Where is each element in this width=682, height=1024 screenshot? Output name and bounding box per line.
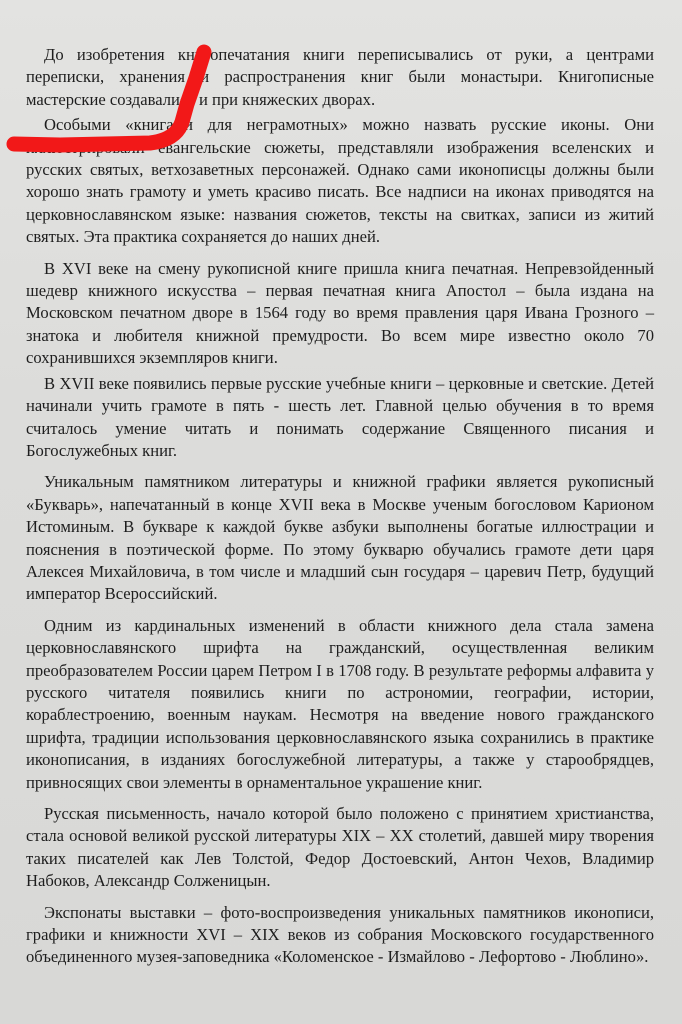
paragraph-5: Уникальным памятником литературы и книжной графики является рукописный «Букварь», напечатанный в конце XVII века в Москве ученым богословом Карионом Истоминым. В букваре к каждой букве азбуки выполнены богатые иллюстрации и пояснения в поэтической форме. По этому букварю обучались грамоте дети царя Алексея Михайловича, в том числе и младший сын государя – царевич Петр, будущий император Всероссийский. — [26, 472, 654, 604]
paragraph-4: В XVII веке появились первые русские учебные книги – церковные и светские. Детей начинали учить грамоте в пять - шесть лет. Главной целью обучения в то время считалось умение читать и понимать содержание Священного писания и Богослужебных книг. — [26, 373, 654, 460]
paragraph-1: До изобретения книгопечатания книги переписывались от руки, а центрами переписки, хранения и распространения книг были монастыри. Книгописные мастерские создавались и при княжеских дворах. — [26, 45, 654, 109]
paragraph-8: Экспонаты выставки – фото-воспроизведения уникальных памятников иконописи, графики и книжности XVI – XIX веков из собрания Московского государственного объединенного музея-заповедника «Коломенское - Измайлово - Лефортово - Люблино». — [26, 902, 654, 967]
document-body — [26, 44, 654, 969]
paragraph-6: Одним из кардинальных изменений в области книжного дела стала замена церковнославянского шрифта на гражданский, осуществленная великим преобразователем России царем Петром I в 1708 году. В результате реформы алфавита у русского читателя появились книги по астрономии, географии, истории, кораблестроению, военным наукам. Несмотря на введение нового гражданского шрифта, традиции использования церковнославянского языка сохранились в практике иконописания, в изданиях богослужебной литературы, а также у старообрядцев, привносящих свои элементы в орнаментальное украшение книг. — [26, 615, 654, 792]
paragraph-3: В XVI веке на смену рукописной книге пришла книга печатная. Непревзойденный шедевр книжного искусства – первая печатная книга Апостол – была издана на Московском печатном дворе в 1564 году во время правления царя Ивана Грозного – знатока и любителя книжной премудрости. Во всем мире известно около 70 сохранившихся экземпляров книги. — [26, 258, 654, 368]
paragraph-2: Особыми «книгами для неграмотных» можно назвать русские иконы. Они иллюстрировали евангельские сюжеты, представляли изображения вселенских и русских святых, ветхозаветных персонажей. Однако сами иконописцы должны были хорошо знать грамоту и уметь красиво писать. Все надписи на иконах приводятся на церковнославянском языке: названия сюжетов, тексты на свитках, записи из житий святых. Эта практика сохраняется до наших дней. — [26, 115, 654, 247]
paragraph-7: Русская письменность, начало которой было положено с принятием христианства, стала основой великой русской литературы XIX – XX столетий, давшей миру творения таких писателей как Лев Толстой, Федор Достоевский, Антон Чехов, Владимир Набоков, Александр Солженицын. — [26, 804, 654, 891]
